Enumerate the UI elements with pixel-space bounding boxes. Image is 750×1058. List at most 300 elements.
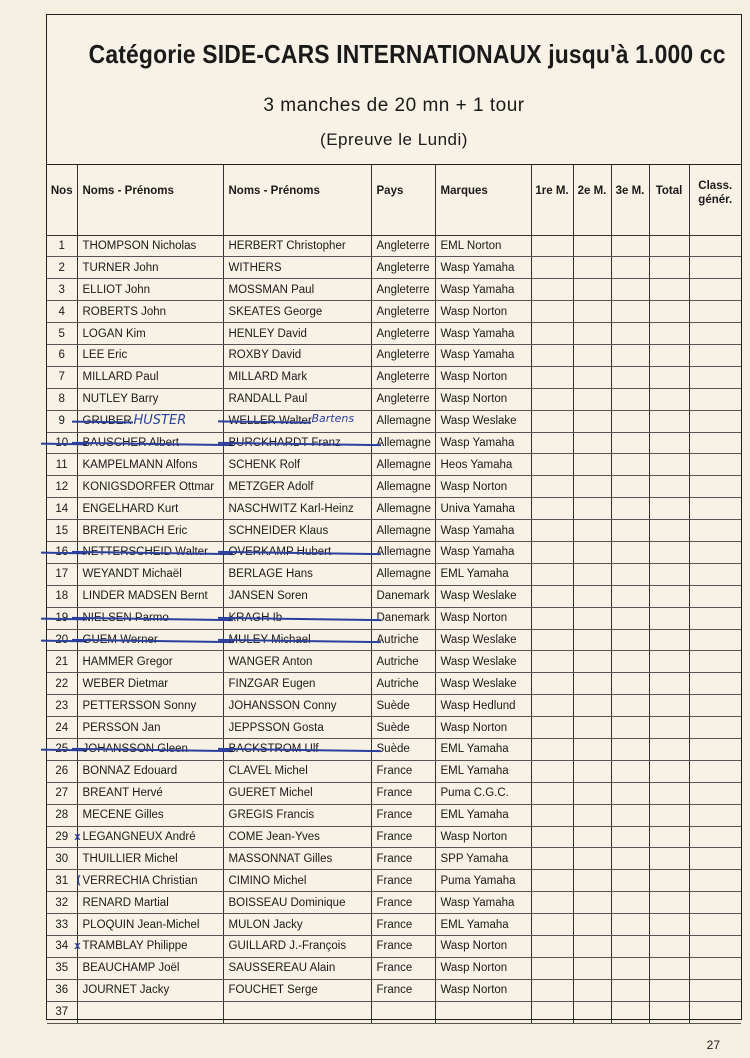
brand: [435, 1001, 531, 1023]
total-result: [649, 1001, 689, 1023]
brand: [435, 892, 531, 914]
brand-text: Wasp Yamaha: [440, 436, 515, 449]
entry-number-text: 36: [55, 984, 69, 997]
entry-number: [47, 870, 81, 892]
passenger-name: [223, 673, 371, 695]
manche-2-result: [573, 520, 611, 542]
classement-result: [689, 498, 741, 520]
entry-number: [47, 651, 77, 673]
brand-text: EML Norton: [440, 239, 502, 252]
table-row: [47, 410, 741, 432]
brand: [435, 804, 531, 826]
table-row: [47, 279, 741, 301]
table-row: [47, 323, 741, 345]
pilot-name-text: BEAUCHAMP Joël: [82, 962, 180, 975]
brand-text: SPP Yamaha: [440, 852, 509, 865]
manche-3-result: [611, 695, 649, 717]
pilot-name: [77, 498, 223, 520]
brand: [435, 760, 531, 782]
passenger-name-text: GUERET Michel: [228, 787, 313, 800]
entry-number: [47, 388, 77, 410]
brand-text: Wasp Yamaha: [440, 524, 515, 537]
entry-number-text: 11: [55, 458, 68, 471]
entry-number-text: 26: [55, 765, 69, 778]
manche-1-result: [531, 563, 573, 585]
entry-number-text: 37: [55, 1006, 69, 1019]
classement-result: [689, 914, 741, 936]
country-text: Suède: [376, 699, 410, 712]
passenger-name-text: WELLER Walter: [228, 415, 312, 428]
pilot-name-text: LOGAN Kim: [82, 327, 146, 340]
entry-number-text: 7: [58, 371, 65, 384]
pilot-name: [77, 892, 223, 914]
manche-2-result: [573, 979, 611, 1001]
classement-result: [689, 344, 741, 366]
brand-text: Wasp Norton: [440, 305, 508, 318]
manche-2-result: [573, 279, 611, 301]
manche-1-result: [531, 804, 573, 826]
manche-3-result: [611, 454, 649, 476]
country: [371, 979, 435, 1001]
country-text: Angleterre: [376, 239, 430, 252]
pilot-name-text: KAMPELMANN Alfons: [82, 458, 198, 471]
classement-result: [689, 804, 741, 826]
passenger-name-text: SAUSSEREAU Alain: [228, 962, 336, 975]
country-text: Allemagne: [376, 524, 431, 537]
manche-3-result: [611, 892, 649, 914]
brand: [435, 695, 531, 717]
pilot-name: [77, 848, 223, 870]
pilot-name: [77, 804, 223, 826]
entry-number-text: 15: [55, 524, 69, 537]
entry-number: [47, 454, 77, 476]
passenger-name-text: MOSSMAN Paul: [228, 283, 315, 296]
col-header-total: Total: [649, 165, 689, 235]
manche-1-result: [531, 235, 573, 257]
classement-result: [689, 651, 741, 673]
passenger-name-text: JOHANSSON Conny: [228, 699, 337, 712]
brand: [435, 979, 531, 1001]
entry-number: [47, 498, 77, 520]
country-text: Danemark: [376, 612, 430, 625]
brand: [435, 936, 531, 958]
country: [371, 323, 435, 345]
manche-2-result: [573, 257, 611, 279]
manche-1-result: [531, 388, 573, 410]
country: [371, 301, 435, 323]
pilot-name-text: RENARD Martial: [82, 896, 169, 909]
passenger-name: [223, 344, 371, 366]
country-text: Autriche: [376, 633, 419, 646]
country: [371, 454, 435, 476]
entry-number-text: 3: [58, 283, 65, 296]
passenger-name: [223, 563, 371, 585]
entry-number-text: 6: [58, 349, 65, 362]
pilot-name-text: KONIGSDORFER Ottmar: [82, 480, 215, 493]
classement-result: [689, 366, 741, 388]
entry-number-text: 34: [55, 940, 69, 953]
brand: [435, 717, 531, 739]
page-number: 27: [706, 1038, 720, 1052]
brand-text: Wasp Yamaha: [440, 327, 515, 340]
passenger-name-text: MULON Jacky: [228, 918, 303, 931]
entry-number-text: 5: [58, 327, 65, 340]
passenger-name-text: COME Jean-Yves: [228, 830, 320, 843]
classement-result: [689, 717, 741, 739]
brand-text: Wasp Norton: [440, 830, 508, 843]
country-text: Suède: [376, 721, 410, 734]
manche-1-result: [531, 323, 573, 345]
pilot-name: [77, 738, 223, 760]
passenger-name: [223, 476, 371, 498]
manche-3-result: [611, 782, 649, 804]
total-result: [649, 498, 689, 520]
brand: [435, 498, 531, 520]
entry-number-text: 10: [55, 436, 69, 449]
brand-text: Wasp Norton: [440, 393, 508, 406]
pilot-name-text: NUTLEY Barry: [82, 393, 159, 406]
classement-result: [689, 476, 741, 498]
manche-2-result: [573, 454, 611, 476]
manche-2-result: [573, 673, 611, 695]
passenger-name: [223, 498, 371, 520]
pilot-name: [77, 301, 223, 323]
brand: [435, 541, 531, 563]
manche-1-result: [531, 914, 573, 936]
entry-number-text: 14: [55, 502, 69, 515]
manche-2-result: [573, 1001, 611, 1023]
manche-1-result: [531, 695, 573, 717]
classement-result: [689, 279, 741, 301]
country-text: France: [376, 940, 413, 953]
entry-list-sheet: [46, 14, 742, 1020]
brand: [435, 323, 531, 345]
manche-3-result: [611, 541, 649, 563]
brand-text: Wasp Norton: [440, 962, 508, 975]
brand: [435, 870, 531, 892]
col-header-passenger: Noms - Prénoms: [223, 165, 371, 235]
total-result: [649, 279, 689, 301]
total-result: [649, 782, 689, 804]
table-row: [47, 301, 741, 323]
country-text: Allemagne: [376, 458, 431, 471]
classement-result: [689, 848, 741, 870]
total-result: [649, 695, 689, 717]
passenger-name-text: CIMINO Michel: [228, 874, 307, 887]
entry-number: [47, 914, 77, 936]
passenger-name-text: KRAGH Ib: [228, 612, 283, 625]
pilot-name: [77, 717, 223, 739]
passenger-name-text: BERLAGE Hans: [228, 568, 313, 581]
table-row: [47, 432, 741, 454]
passenger-name-text: JEPPSSON Gosta: [228, 721, 324, 734]
brand-text: Wasp Yamaha: [440, 546, 515, 559]
brand: [435, 673, 531, 695]
classement-result: [689, 1001, 741, 1023]
pilot-name-text: MILLARD Paul: [82, 371, 159, 384]
passenger-name-text: NASCHWITZ Karl-Heinz: [228, 502, 354, 515]
brand-text: EML Yamaha: [440, 743, 509, 756]
manche-3-result: [611, 432, 649, 454]
passenger-name: [223, 279, 371, 301]
passenger-name-text: GUILLARD J.-François: [228, 940, 347, 953]
total-result: [649, 957, 689, 979]
entry-number-text: 33: [55, 918, 69, 931]
manche-1-result: [531, 301, 573, 323]
brand-text: Wasp Yamaha: [440, 261, 515, 274]
entry-number: [47, 936, 81, 958]
country: [371, 826, 435, 848]
classement-result: [689, 870, 741, 892]
manche-1-result: [531, 673, 573, 695]
country-text: Angleterre: [376, 349, 430, 362]
country-text: Allemagne: [376, 502, 431, 515]
table-row: [47, 607, 741, 629]
entry-number: [47, 782, 77, 804]
brand-text: Wasp Yamaha: [440, 349, 515, 362]
country-text: France: [376, 809, 413, 822]
entry-number-text: 8: [58, 393, 65, 406]
entry-number-text: 21: [55, 655, 69, 668]
country: [371, 957, 435, 979]
manche-1-result: [531, 870, 573, 892]
passenger-name-text: SKEATES George: [228, 305, 323, 318]
classement-result: [689, 892, 741, 914]
pilot-name: [77, 454, 223, 476]
table-row: [47, 826, 741, 848]
manche-2-result: [573, 738, 611, 760]
pilot-name-text: NIELSEN Parmo: [82, 612, 169, 625]
brand: [435, 279, 531, 301]
entry-number-text: 2: [58, 261, 65, 274]
passenger-name-text: WANGER Anton: [228, 655, 313, 668]
manche-3-result: [611, 914, 649, 936]
country: [371, 760, 435, 782]
table-row: [47, 344, 741, 366]
country-text: Angleterre: [376, 393, 430, 406]
pilot-name-text: JOURNET Jacky: [82, 984, 170, 997]
manche-3-result: [611, 738, 649, 760]
pilot-name-text: ENGELHARD Kurt: [82, 502, 179, 515]
manche-3-result: [611, 279, 649, 301]
total-result: [649, 344, 689, 366]
manche-2-result: [573, 870, 611, 892]
classement-result: [689, 454, 741, 476]
table-row: [47, 738, 741, 760]
classement-result: [689, 629, 741, 651]
pilot-name: [77, 957, 223, 979]
brand: [435, 957, 531, 979]
manche-1-result: [531, 892, 573, 914]
brand-text: Wasp Norton: [440, 612, 508, 625]
total-result: [649, 520, 689, 542]
country: [371, 607, 435, 629]
classement-result: [689, 695, 741, 717]
manche-1-result: [531, 738, 573, 760]
brand: [435, 826, 531, 848]
entry-number: [47, 366, 77, 388]
passenger-name: [223, 388, 371, 410]
passenger-name: [223, 366, 371, 388]
brand-text: Wasp Norton: [440, 371, 508, 384]
col-header-manche-3: 3e M.: [611, 165, 649, 235]
entry-number: [47, 760, 77, 782]
entry-number-text: 32: [55, 896, 69, 909]
brand: [435, 388, 531, 410]
classement-result: [689, 388, 741, 410]
country: [371, 914, 435, 936]
entry-number: [47, 892, 77, 914]
manche-2-result: [573, 651, 611, 673]
entry-number: [47, 585, 77, 607]
pilot-name: [77, 520, 223, 542]
manche-2-result: [573, 366, 611, 388]
total-result: [649, 585, 689, 607]
manche-1-result: [531, 432, 573, 454]
entry-number: [47, 279, 77, 301]
pilot-name: [77, 651, 223, 673]
col-header-classement: Class. génér.: [689, 165, 741, 235]
handwritten-mark: x: [74, 830, 81, 843]
manche-1-result: [531, 344, 573, 366]
pilot-name: [77, 629, 223, 651]
classement-result: [689, 563, 741, 585]
manche-2-result: [573, 804, 611, 826]
entry-number: [47, 476, 77, 498]
manche-3-result: [611, 760, 649, 782]
passenger-name-text: MULEY Michael: [228, 633, 311, 646]
passenger-name: [223, 804, 371, 826]
country: [371, 279, 435, 301]
passenger-name-text: JANSEN Soren: [228, 590, 308, 603]
brand-text: Wasp Weslake: [440, 655, 517, 668]
passenger-name-text: CLAVEL Michel: [228, 765, 308, 778]
pilot-name-text: THUILLIER Michel: [82, 852, 178, 865]
manche-3-result: [611, 344, 649, 366]
manche-2-result: [573, 476, 611, 498]
brand-text: Puma C.G.C.: [440, 787, 509, 800]
pilot-name-text: TURNER John: [82, 261, 159, 274]
manche-1-result: [531, 979, 573, 1001]
total-result: [649, 629, 689, 651]
table-row: [47, 476, 741, 498]
passenger-name: [223, 629, 371, 651]
pilot-name: [77, 585, 223, 607]
entries-body: [47, 235, 741, 1023]
brand: [435, 520, 531, 542]
manche-1-result: [531, 782, 573, 804]
table-row: [47, 541, 741, 563]
classement-result: [689, 585, 741, 607]
table-row: [47, 235, 741, 257]
pilot-name-text: ROBERTS John: [82, 305, 167, 318]
brand: [435, 301, 531, 323]
manche-1-result: [531, 585, 573, 607]
entry-number-text: 19: [55, 612, 69, 625]
entry-number-text: 29: [55, 830, 69, 843]
manche-2-result: [573, 695, 611, 717]
manche-1-result: [531, 1001, 573, 1023]
entry-number-text: 23: [55, 699, 69, 712]
total-result: [649, 826, 689, 848]
table-row: [47, 782, 741, 804]
entry-number-text: 18: [55, 590, 69, 603]
country: [371, 563, 435, 585]
table-row: [47, 717, 741, 739]
classement-result: [689, 826, 741, 848]
entry-number-text: 4: [58, 305, 65, 318]
table-row: [47, 388, 741, 410]
pilot-name-text: BAUSCHER Albert: [82, 436, 180, 449]
manche-1-result: [531, 498, 573, 520]
manche-2-result: [573, 717, 611, 739]
entry-number-text: 12: [55, 480, 69, 493]
manche-2-result: [573, 344, 611, 366]
total-result: [649, 651, 689, 673]
classement-result: [689, 432, 741, 454]
manche-2-result: [573, 782, 611, 804]
manche-2-result: [573, 957, 611, 979]
brand-text: Heos Yamaha: [440, 458, 513, 471]
total-result: [649, 870, 689, 892]
country-text: France: [376, 918, 413, 931]
country: [371, 388, 435, 410]
manche-3-result: [611, 301, 649, 323]
table-header-row: [47, 165, 741, 235]
passenger-name: [223, 782, 371, 804]
manche-2-result: [573, 914, 611, 936]
total-result: [649, 410, 689, 432]
manche-1-result: [531, 257, 573, 279]
manche-2-result: [573, 760, 611, 782]
manche-1-result: [531, 279, 573, 301]
entry-number: [47, 957, 77, 979]
classement-result: [689, 410, 741, 432]
race-day: (Epreuve le Lundi): [320, 130, 468, 149]
pilot-name: [77, 257, 223, 279]
table-row: [47, 892, 741, 914]
brand: [435, 738, 531, 760]
manche-2-result: [573, 541, 611, 563]
pilot-name-text: WEYANDT Michaël: [82, 568, 182, 581]
passenger-name: [223, 738, 371, 760]
table-row: [47, 673, 741, 695]
manche-3-result: [611, 498, 649, 520]
passenger-name-text: ROXBY David: [228, 349, 302, 362]
passenger-name: [223, 454, 371, 476]
manche-1-result: [531, 607, 573, 629]
table-row: [47, 695, 741, 717]
manche-1-result: [531, 541, 573, 563]
pilot-name-text: WEBER Dietmar: [82, 677, 169, 690]
manche-2-result: [573, 629, 611, 651]
brand-text: Wasp Norton: [440, 480, 508, 493]
pilot-name-text: PERSSON Jan: [82, 721, 161, 734]
passenger-name: [223, 760, 371, 782]
entry-number: [47, 1001, 77, 1023]
passenger-name-text: BOISSEAU Dominique: [228, 896, 346, 909]
country: [371, 498, 435, 520]
entry-number: [47, 257, 77, 279]
country: [371, 870, 435, 892]
manche-1-result: [531, 848, 573, 870]
pilot-name: [77, 782, 223, 804]
passenger-name: [223, 1001, 371, 1023]
pilot-name-text: BONNAZ Edouard: [82, 765, 178, 778]
total-result: [649, 979, 689, 1001]
pilot-name: [77, 541, 223, 563]
passenger-name-text: HENLEY David: [228, 327, 307, 340]
